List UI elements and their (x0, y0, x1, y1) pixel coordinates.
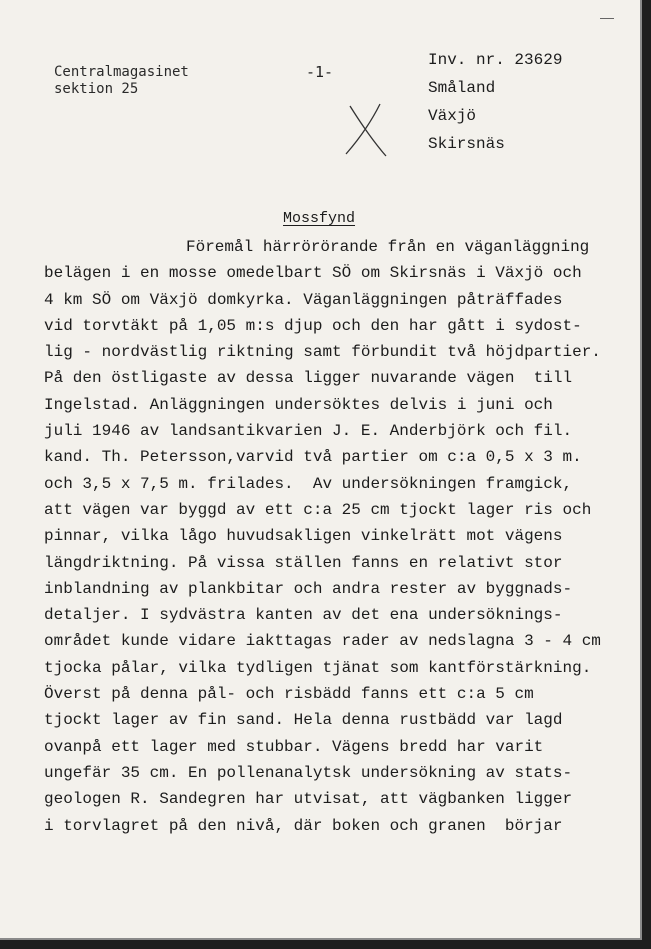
body-line: geologen R. Sandegren har utvisat, att vägbanken ligger (44, 790, 573, 809)
body-line: detaljer. I sydvästra kanten av det ena undersöknings- (44, 606, 563, 625)
body-line: Ingelstad. Anläggningen undersöktes delvis i juni och (44, 395, 553, 414)
inventory-town: Växjö (428, 107, 477, 125)
body-line: längdriktning. På vissa ställen fanns en relativt stor (44, 553, 563, 572)
body-line: Överst på denna pål- och risbädd fanns ett c:a 5 cm (44, 685, 534, 704)
document-title: Mossfynd (283, 210, 356, 227)
body-line: Föremål härrörörande från en väganläggning (186, 238, 590, 256)
body-text (44, 234, 630, 839)
body-line: ovanpå ett lager med stubbar. Vägens bredd har varit (44, 737, 544, 756)
body-line: tjocka pålar, vilka tydligen tjänat som kantförstärkning. (44, 658, 592, 677)
stamp-line-1: Centralmagasinet (54, 64, 189, 80)
inventory-number: Inv. nr. 23629 (428, 51, 563, 69)
body-line: ungefär 35 cm. En pollenanalytsk undersökning av stats- (44, 763, 573, 782)
edge-mark (600, 18, 614, 19)
body-line: området kunde vidare iakttagas rader av nedslagna 3 - 4 cm (44, 632, 601, 651)
inventory-province: Småland (428, 79, 496, 97)
body-line: kand. Th. Petersson,varvid två partier om c:a 0,5 x 3 m. (44, 448, 582, 467)
body-line: belägen i en mosse omedelbart SÖ om Skirsnäs i Växjö och (44, 264, 582, 283)
body-line: På den östligaste av dessa ligger nuvarande vägen till (44, 369, 573, 388)
body-line: att vägen var byggd av ett c:a 25 cm tjockt lager ris och (44, 500, 592, 519)
body-line: inblandning av plankbitar och andra rester av byggnads- (44, 579, 573, 598)
body-line: 4 km SÖ om Växjö domkyrka. Väganläggningen påträffades (44, 290, 563, 309)
page-number: -1- (306, 63, 334, 81)
body-line: tjockt lager av fin sand. Hela denna rustbädd var lagd (44, 711, 563, 730)
body-line: pinnar, vilka lågo huvudsakligen vinkelrätt mot vägens (44, 527, 563, 546)
inventory-block (428, 46, 562, 158)
body-line: vid torvtäkt på 1,05 m:s djup och den har gått i sydost- (44, 316, 582, 335)
handwritten-x-mark (342, 102, 392, 158)
body-line: och 3,5 x 7,5 m. frilades. Av undersökningen framgick, (44, 474, 573, 493)
stamp-line-2: sektion 25 (54, 81, 139, 97)
storage-stamp (54, 64, 189, 98)
body-line: lig - nordvästlig riktning samt förbundit två höjdpartier. (44, 343, 601, 362)
body-line: juli 1946 av landsantikvarien J. E. Anderbjörk och fil. (44, 422, 573, 441)
inventory-site: Skirsnäs (428, 135, 505, 153)
body-line: i torvlagret på den nivå, där boken och granen börjar (44, 816, 563, 835)
